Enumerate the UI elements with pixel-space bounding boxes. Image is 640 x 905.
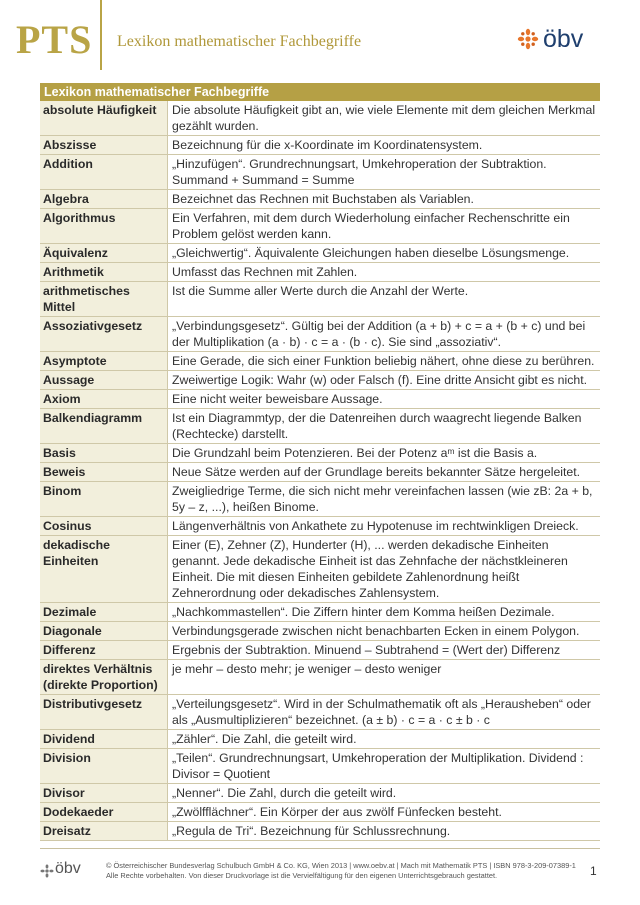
- term-cell: Differenz: [40, 641, 168, 659]
- definition-cell: Ist ein Diagrammtyp, der die Datenreihen durch waagrecht liegende Balken (Rechtecke) darstellt.: [172, 411, 582, 441]
- footer-logo-text: öbv: [55, 860, 81, 877]
- definition-cell: Zweiwertige Logik: Wahr (w) oder Falsch (f). Eine dritte Ansicht gibt es nicht.: [172, 373, 588, 387]
- table-row: [40, 730, 600, 749]
- term-cell: Diagonale: [40, 622, 168, 640]
- table-row: [40, 784, 600, 803]
- table-row: [40, 190, 600, 209]
- term-cell: Asymptote: [40, 352, 168, 370]
- definition-cell: Die absolute Häufigkeit gibt an, wie viele Elemente mit dem gleichen Merkmal gezählt wurden.: [172, 103, 596, 133]
- term-cell: arithmetisches Mittel: [40, 282, 168, 316]
- definition-cell: Ergebnis der Subtraktion. Minuend – Subtrahend = (Wert der) Differenz: [172, 643, 561, 657]
- term-cell: Binom: [40, 482, 168, 516]
- table-row: [40, 371, 600, 390]
- table-row: [40, 317, 600, 352]
- term-cell: Algorithmus: [40, 209, 168, 243]
- term-cell: Axiom: [40, 390, 168, 408]
- table-row: [40, 263, 600, 282]
- definition-cell: Bezeichnung für die x-Koordinate im Koordinatensystem.: [172, 138, 483, 152]
- table-row: [40, 101, 600, 136]
- definition-cell: Umfasst das Rechnen mit Zahlen.: [172, 265, 358, 279]
- definition-cell: je mehr – desto mehr; je weniger – desto weniger: [172, 662, 442, 676]
- table-row: [40, 352, 600, 371]
- table-row: [40, 390, 600, 409]
- header-divider: [100, 0, 102, 70]
- table-row: [40, 482, 600, 517]
- definition-cell: Bezeichnet das Rechnen mit Buchstaben als Variablen.: [172, 192, 474, 206]
- definition-cell: Ein Verfahren, mit dem durch Wiederholung einfacher Rechenschritte ein Problem gelöst werden kann.: [172, 211, 570, 241]
- footer-line-1: © Österreichischer Bundesverlag Schulbuch GmbH & Co. KG, Wien 2013 | www.oebv.at | Mach mit Mathematik PTS | ISBN 978-3-209-07389-1: [106, 861, 576, 870]
- table-row: [40, 209, 600, 244]
- definition-cell: „Gleichwertig“. Äquivalente Gleichungen haben dieselbe Lösungsmenge.: [172, 246, 570, 260]
- definition-cell: „Nenner“. Die Zahl, durch die geteilt wird.: [172, 786, 397, 800]
- definition-cell: Ist die Summe aller Werte durch die Anzahl der Werte.: [172, 284, 469, 298]
- term-cell: Algebra: [40, 190, 168, 208]
- definition-cell: „Nachkommastellen“. Die Ziffern hinter dem Komma heißen Dezimale.: [172, 605, 555, 619]
- table-row: [40, 409, 600, 444]
- term-cell: Dezimale: [40, 603, 168, 621]
- table-heading: Lexikon mathematischer Fachbegriffe: [40, 83, 600, 101]
- page-header: [0, 0, 640, 80]
- table-row: [40, 282, 600, 317]
- footer-logo: [40, 862, 100, 882]
- definition-cell: „Regula de Tri“. Bezeichnung für Schlussrechnung.: [172, 824, 451, 838]
- oebv-star-icon: [40, 864, 54, 878]
- table-row: [40, 136, 600, 155]
- table-row: [40, 463, 600, 482]
- table-row: [40, 536, 600, 603]
- term-cell: Arithmetik: [40, 263, 168, 281]
- term-cell: Dividend: [40, 730, 168, 748]
- definition-cell: Einer (E), Zehner (Z), Hunderter (H), ... werden dekadische Einheiten genannt. Jede dekadische Einheit ist das Zehnfache der nächstkleineren Einheit. Die mit diesen Einheiten gebildete Zahlenordnung heißt Zehnerordnung oder dekadisches Zahlensystem.: [172, 538, 568, 600]
- term-cell: Aussage: [40, 371, 168, 389]
- header-title: Lexikon mathematischer Fachbegriffe: [117, 33, 362, 50]
- table-row: [40, 155, 600, 190]
- footer-divider: [40, 848, 600, 849]
- table-row: [40, 244, 600, 263]
- term-cell: Addition: [40, 155, 168, 189]
- term-cell: Balkendiagramm: [40, 409, 168, 443]
- term-cell: absolute Häufigkeit: [40, 101, 168, 135]
- table-row: [40, 822, 600, 841]
- table-row: [40, 660, 600, 695]
- table-body: [40, 101, 600, 841]
- table-row: [40, 517, 600, 536]
- definition-cell: Zweigliedrige Terme, die sich nicht mehr vereinfachen lassen (wie zB: 2a + b, 5y – z, ...), heißen Binome.: [172, 484, 593, 514]
- term-cell: Dreisatz: [40, 822, 168, 840]
- footer-copyright: [106, 861, 586, 881]
- table-row: [40, 603, 600, 622]
- definition-cell: „Teilen“. Grundrechnungsart, Umkehroperation der Multiplikation. Dividend : Divisor = Quotient: [172, 751, 584, 781]
- term-cell: Division: [40, 749, 168, 783]
- publisher-logo: [517, 25, 593, 54]
- logo-text: öbv: [543, 25, 584, 53]
- term-cell: Abszisse: [40, 136, 168, 154]
- definition-cell: „Verteilungsgesetz“. Wird in der Schulmathematik oft als „Herausheben“ oder als „Ausmultiplizieren“ bezeichnet. (a ± b) · c = a · c ± b · c: [172, 697, 591, 727]
- definition-cell: Eine Gerade, die sich einer Funktion beliebig nähert, ohne diese zu berühren.: [172, 354, 595, 368]
- definition-cell: „Zwölfflächner“. Ein Körper der aus zwölf Fünfecken besteht.: [172, 805, 502, 819]
- term-cell: Dodekaeder: [40, 803, 168, 821]
- term-cell: dekadische Einheiten: [40, 536, 168, 602]
- table-row: [40, 803, 600, 822]
- term-cell: Äquivalenz: [40, 244, 168, 262]
- term-cell: Beweis: [40, 463, 168, 481]
- definition-cell: „Zähler“. Die Zahl, die geteilt wird.: [172, 732, 357, 746]
- term-cell: Distributivgesetz: [40, 695, 168, 729]
- pts-brand: PTS: [16, 17, 93, 62]
- term-cell: Divisor: [40, 784, 168, 802]
- table-row: [40, 444, 600, 463]
- oebv-star-icon: [517, 28, 539, 50]
- lexicon-table: [40, 83, 600, 841]
- footer-line-2: Alle Rechte vorbehalten. Von dieser Druckvorlage ist die Vervielfältigung für den eigenen Unterrichtsgebrauch gestattet.: [106, 871, 498, 880]
- table-row: [40, 622, 600, 641]
- term-cell: direktes Verhältnis (direkte Proportion): [40, 660, 168, 694]
- page-footer: [0, 848, 640, 905]
- term-cell: Assoziativgesetz: [40, 317, 168, 351]
- definition-cell: Verbindungsgerade zwischen nicht benachbarten Ecken in einem Polygon.: [172, 624, 580, 638]
- table-row: [40, 695, 600, 730]
- definition-cell: „Hinzufügen“. Grundrechnungsart, Umkehroperation der Subtraktion. Summand + Summand = Summe: [172, 157, 547, 187]
- definition-cell: Eine nicht weiter beweisbare Aussage.: [172, 392, 383, 406]
- term-cell: Cosinus: [40, 517, 168, 535]
- table-row: [40, 749, 600, 784]
- definition-cell: Längenverhältnis von Ankathete zu Hypotenuse im rechtwinkligen Dreieck.: [172, 519, 579, 533]
- definition-cell: „Verbindungsgesetz“. Gültig bei der Addition (a + b) + c = a + (b + c) und bei der Multiplikation (a · b) · c = a · (b · c). Sie sind „assoziativ“.: [172, 319, 586, 349]
- page-number: 1: [590, 864, 597, 878]
- term-cell: Basis: [40, 444, 168, 462]
- definition-cell: Neue Sätze werden auf der Grundlage bereits bekannter Sätze hergeleitet.: [172, 465, 581, 479]
- table-row: [40, 641, 600, 660]
- definition-cell: Die Grundzahl beim Potenzieren. Bei der Potenz aᵐ ist die Basis a.: [172, 446, 538, 460]
